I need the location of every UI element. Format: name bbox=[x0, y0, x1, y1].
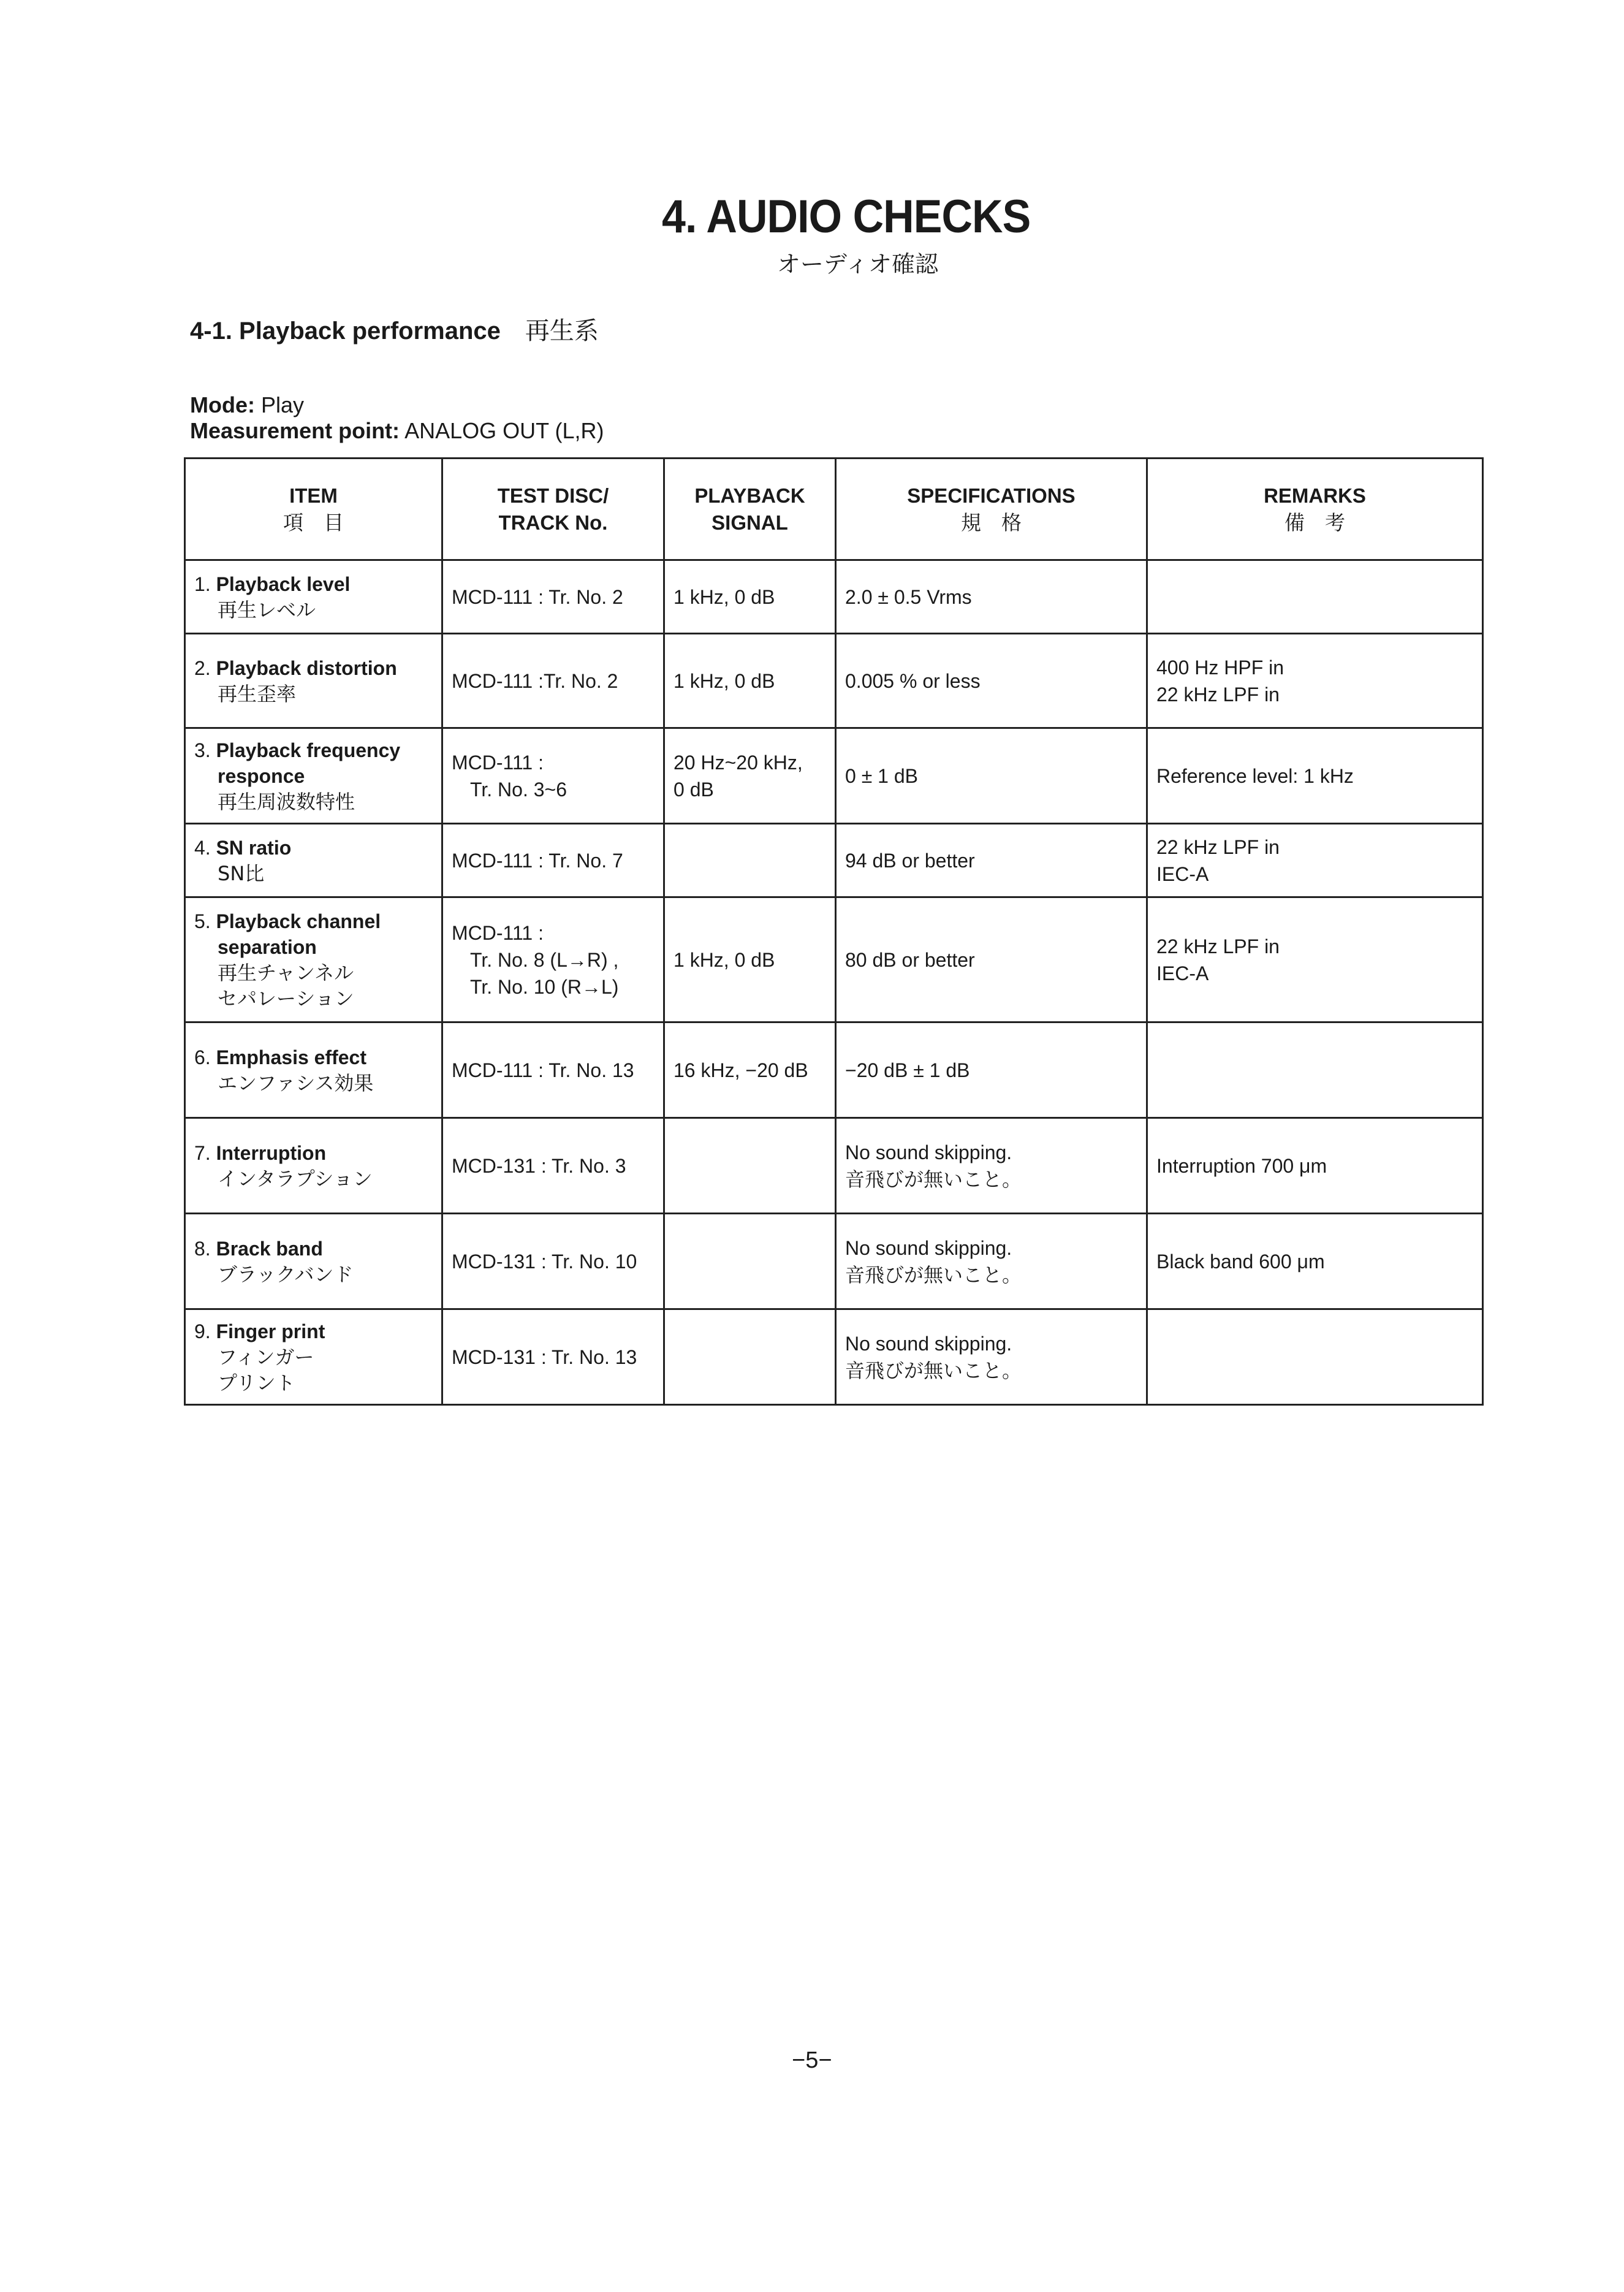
cell-remarks bbox=[1147, 1309, 1483, 1405]
cell-remarks-text: 22 kHz LPF in bbox=[1156, 935, 1280, 958]
cell-specification bbox=[836, 560, 1147, 634]
cell-specification-text: 80 dB or better bbox=[845, 948, 975, 971]
cell-remarks-text: IEC-A bbox=[1156, 862, 1209, 885]
cell-item bbox=[185, 1118, 442, 1214]
cell-remarks bbox=[1147, 1118, 1483, 1214]
item-number: 4. bbox=[194, 836, 211, 859]
cell-test-disc-text: MCD-111 : bbox=[452, 921, 544, 944]
item-number: 2. bbox=[194, 657, 211, 679]
item-name-jp: 再生レベル bbox=[218, 598, 316, 622]
cell-remarks-text: Interruption 700 μm bbox=[1156, 1154, 1327, 1177]
cell-specification bbox=[836, 824, 1147, 897]
cell-specification-text: 音飛びが無いこと。 bbox=[845, 1263, 1022, 1287]
table-row bbox=[185, 634, 1483, 728]
table-row bbox=[185, 728, 1483, 824]
cell-remarks bbox=[1147, 560, 1483, 634]
table-row bbox=[185, 1214, 1483, 1309]
cell-test-disc-text: MCD-111 : bbox=[452, 751, 544, 774]
item-name-jp: プリント bbox=[218, 1371, 295, 1395]
cell-specification bbox=[836, 1118, 1147, 1214]
cell-test-disc-text: MCD-131 : Tr. No. 10 bbox=[452, 1250, 637, 1273]
header-specifications: SPECIFICATIONS 規 格 bbox=[836, 459, 1147, 560]
item-name: Playback distortion bbox=[216, 657, 397, 679]
item-number: 1. bbox=[194, 573, 211, 595]
table-header-row bbox=[185, 459, 1483, 560]
cell-remarks-text: 400 Hz HPF in bbox=[1156, 656, 1284, 679]
table-row bbox=[185, 1022, 1483, 1118]
header-playback-signal: PLAYBACK SIGNAL bbox=[664, 459, 836, 560]
cell-playback-signal bbox=[664, 1214, 836, 1309]
cell-remarks-text: Reference level: 1 kHz bbox=[1156, 764, 1354, 787]
item-name-jp: 再生チャンネル bbox=[218, 961, 354, 984]
cell-remarks bbox=[1147, 824, 1483, 897]
cell-specification-text: 音飛びが無いこと。 bbox=[845, 1358, 1022, 1382]
table-row bbox=[185, 897, 1483, 1022]
section-title-jp: 再生系 bbox=[525, 317, 599, 345]
cell-item bbox=[185, 560, 442, 634]
measurement-value: ANALOG OUT (L,R) bbox=[404, 418, 604, 443]
item-name-jp: インタラプション bbox=[218, 1167, 373, 1190]
item-name: Playback level bbox=[216, 573, 351, 595]
cell-playback-signal bbox=[664, 1118, 836, 1214]
item-number: 7. bbox=[194, 1141, 211, 1164]
cell-playback-signal-text: 16 kHz, −20 dB bbox=[674, 1059, 808, 1081]
item-name-jp: 再生周波数特性 bbox=[218, 790, 355, 813]
item-name-jp: フィンガー bbox=[218, 1345, 314, 1369]
item-name: Interruption bbox=[216, 1141, 327, 1164]
cell-playback-signal-text: 1 kHz, 0 dB bbox=[674, 585, 775, 608]
cell-test-disc bbox=[442, 634, 664, 728]
cell-item bbox=[185, 824, 442, 897]
cell-test-disc bbox=[442, 1214, 664, 1309]
cell-test-disc bbox=[442, 1118, 664, 1214]
item-name-jp: SN比 bbox=[218, 861, 265, 885]
cell-playback-signal bbox=[664, 1309, 836, 1405]
table-row bbox=[185, 1309, 1483, 1405]
cell-remarks-text: IEC-A bbox=[1156, 962, 1209, 984]
cell-specification-text: No sound skipping. bbox=[845, 1236, 1012, 1259]
item-number: 3. bbox=[194, 739, 211, 761]
cell-remarks bbox=[1147, 897, 1483, 1022]
item-name: Emphasis effect bbox=[216, 1046, 366, 1068]
item-number: 8. bbox=[194, 1237, 211, 1260]
cell-test-disc bbox=[442, 824, 664, 897]
cell-remarks-text: 22 kHz LPF in bbox=[1156, 683, 1280, 706]
cell-test-disc-text: MCD-131 : Tr. No. 13 bbox=[452, 1346, 637, 1368]
measurement-line bbox=[190, 418, 604, 444]
measurement-label: Measurement point: bbox=[190, 418, 400, 443]
mode-line bbox=[190, 392, 304, 418]
cell-playback-signal bbox=[664, 728, 836, 824]
cell-test-disc-text: MCD-131 : Tr. No. 3 bbox=[452, 1154, 626, 1177]
audio-checks-table bbox=[184, 457, 1484, 1406]
cell-playback-signal bbox=[664, 1022, 836, 1118]
cell-test-disc bbox=[442, 897, 664, 1022]
header-test-disc: TEST DISC/ TRACK No. bbox=[442, 459, 664, 560]
cell-specification-text: 音飛びが無いこと。 bbox=[845, 1167, 1022, 1191]
cell-test-disc bbox=[442, 728, 664, 824]
item-name: Finger print bbox=[216, 1320, 325, 1342]
cell-test-disc bbox=[442, 1022, 664, 1118]
item-name: SN ratio bbox=[216, 836, 292, 859]
cell-remarks-text: 22 kHz LPF in bbox=[1156, 836, 1280, 858]
cell-test-disc-text: MCD-111 : Tr. No. 7 bbox=[452, 849, 623, 872]
table-row bbox=[185, 824, 1483, 897]
cell-specification bbox=[836, 634, 1147, 728]
cell-test-disc-text: Tr. No. 8 (L→R) , bbox=[470, 948, 619, 971]
cell-remarks-text: Black band 600 μm bbox=[1156, 1250, 1325, 1273]
item-name-jp: ブラックバンド bbox=[218, 1262, 354, 1286]
cell-specification-text: −20 dB ± 1 dB bbox=[845, 1059, 970, 1081]
cell-playback-signal bbox=[664, 634, 836, 728]
cell-item bbox=[185, 634, 442, 728]
cell-item bbox=[185, 728, 442, 824]
cell-test-disc-text: MCD-111 : Tr. No. 13 bbox=[452, 1059, 634, 1081]
cell-playback-signal bbox=[664, 824, 836, 897]
cell-remarks bbox=[1147, 728, 1483, 824]
cell-test-disc-text: MCD-111 : Tr. No. 2 bbox=[452, 585, 623, 608]
cell-item bbox=[185, 897, 442, 1022]
cell-specification-text: 2.0 ± 0.5 Vrms bbox=[845, 585, 972, 608]
cell-specification-text: No sound skipping. bbox=[845, 1332, 1012, 1355]
page-title: 4. AUDIO CHECKS bbox=[662, 191, 1031, 243]
item-name: Brack band bbox=[216, 1237, 323, 1260]
item-name-jp: セパレーション bbox=[218, 986, 354, 1010]
cell-specification bbox=[836, 1309, 1147, 1405]
item-name-jp: エンファシス効果 bbox=[218, 1071, 374, 1095]
item-number: 9. bbox=[194, 1320, 211, 1342]
page-number: −5− bbox=[792, 2047, 832, 2073]
cell-playback-signal-text: 0 dB bbox=[674, 778, 714, 801]
item-name-cont: responce bbox=[218, 764, 305, 787]
cell-test-disc-text: Tr. No. 10 (R→L) bbox=[470, 975, 619, 998]
section-heading bbox=[190, 311, 599, 346]
header-remarks: REMARKS 備 考 bbox=[1147, 459, 1483, 560]
cell-specification-text: 0.005 % or less bbox=[845, 669, 981, 692]
mode-label: Mode: bbox=[190, 392, 255, 417]
cell-test-disc-text: MCD-111 :Tr. No. 2 bbox=[452, 669, 618, 692]
cell-specification bbox=[836, 1022, 1147, 1118]
cell-test-disc bbox=[442, 560, 664, 634]
cell-test-disc-text: Tr. No. 3~6 bbox=[470, 778, 567, 801]
cell-specification-text: 94 dB or better bbox=[845, 849, 975, 872]
cell-specification-text: No sound skipping. bbox=[845, 1141, 1012, 1163]
cell-playback-signal bbox=[664, 897, 836, 1022]
cell-item bbox=[185, 1309, 442, 1405]
cell-playback-signal-text: 20 Hz~20 kHz, bbox=[674, 751, 803, 774]
cell-playback-signal bbox=[664, 560, 836, 634]
table-row bbox=[185, 560, 1483, 634]
item-number: 5. bbox=[194, 910, 211, 932]
cell-playback-signal-text: 1 kHz, 0 dB bbox=[674, 948, 775, 971]
cell-specification bbox=[836, 1214, 1147, 1309]
item-name: Playback channel bbox=[216, 910, 381, 932]
cell-item bbox=[185, 1214, 442, 1309]
cell-remarks bbox=[1147, 1214, 1483, 1309]
table-row bbox=[185, 1118, 1483, 1214]
item-name-cont: separation bbox=[218, 935, 317, 958]
cell-specification bbox=[836, 897, 1147, 1022]
cell-playback-signal-text: 1 kHz, 0 dB bbox=[674, 669, 775, 692]
section-title: 4-1. Playback performance bbox=[190, 318, 501, 345]
cell-test-disc bbox=[442, 1309, 664, 1405]
cell-specification bbox=[836, 728, 1147, 824]
item-name: Playback frequency bbox=[216, 739, 401, 761]
cell-specification-text: 0 ± 1 dB bbox=[845, 764, 918, 787]
cell-item bbox=[185, 1022, 442, 1118]
page-title-jp: オーディオ確認 bbox=[777, 251, 938, 278]
item-number: 6. bbox=[194, 1046, 211, 1068]
cell-remarks bbox=[1147, 634, 1483, 728]
cell-remarks bbox=[1147, 1022, 1483, 1118]
header-item: ITEM 項 目 bbox=[185, 459, 442, 560]
item-name-jp: 再生歪率 bbox=[218, 682, 297, 706]
mode-value: Play bbox=[261, 392, 305, 417]
